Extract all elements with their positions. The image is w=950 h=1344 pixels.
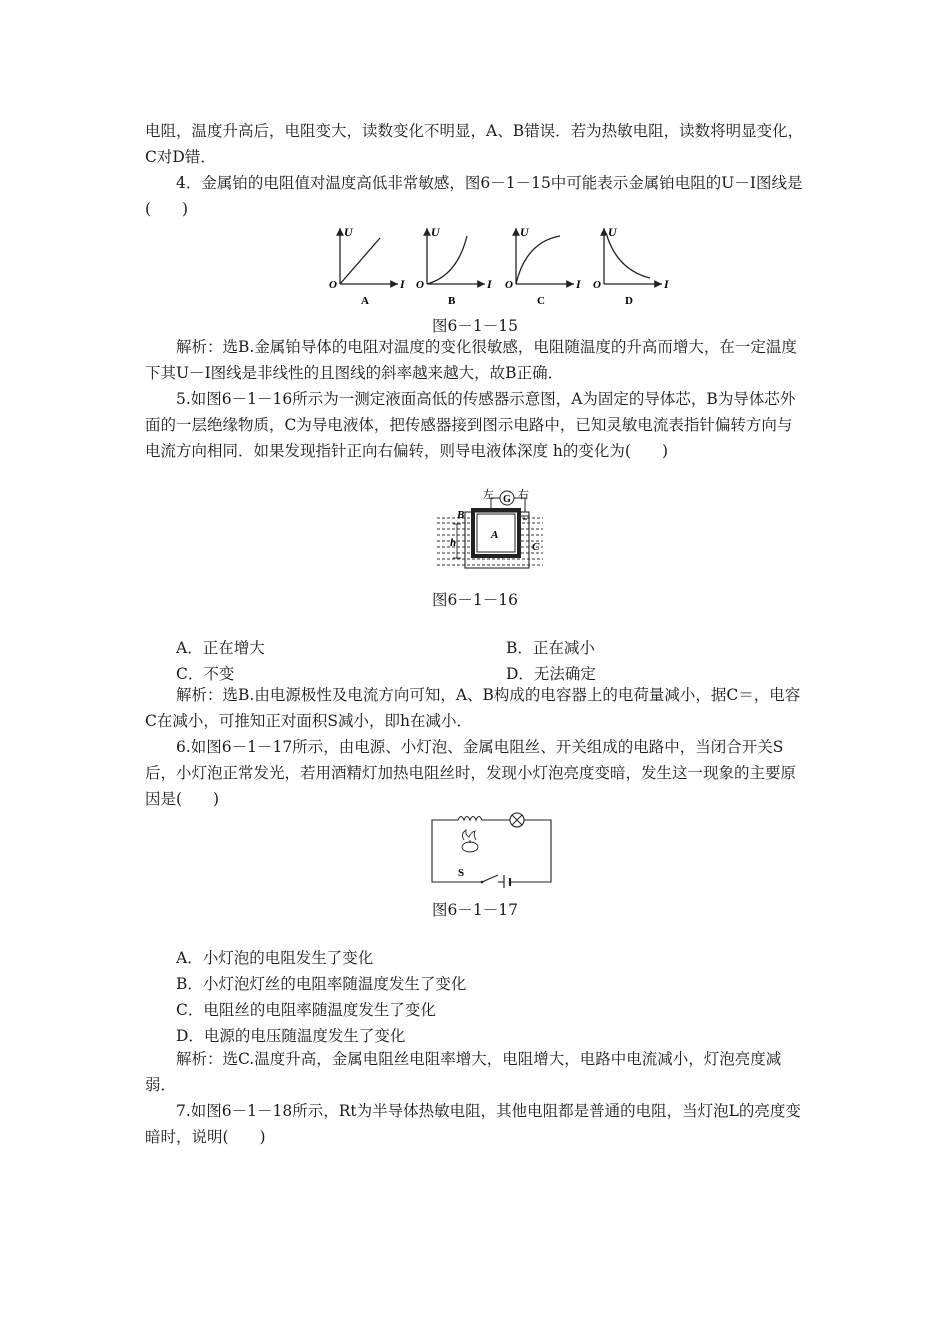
- panel-label-c: C: [537, 295, 545, 307]
- graph-b-curve: [427, 236, 467, 284]
- axis-i-label: I: [400, 277, 405, 291]
- question-6-stem: 6.如图6－1－17所示，由电源、小灯泡、金属电阻丝、开关组成的电路中，当闭合开关S后，小灯泡正常发光，若用酒精灯加热电阻丝时，发现小灯泡亮度变暗，发生这一现象的主要原因是( ): [145, 738, 797, 808]
- figure-6-1-15: [320, 222, 670, 310]
- axis-i-label: I: [576, 277, 581, 291]
- panel-label-b: B: [448, 295, 456, 307]
- question-6-analysis: 解析：选C.温度升高，金属电阻丝电阻率增大，电阻增大，电路中电流减小，灯泡亮度减弱．: [145, 1050, 782, 1094]
- alcohol-lamp-icon: [462, 830, 478, 852]
- panel-label-a: A: [361, 295, 369, 307]
- graph-a-line: [340, 238, 380, 284]
- galvanometer-label: G: [503, 494, 511, 505]
- question-6-option-b: B．小灯泡灯丝的电阻率随温度发生了变化: [176, 975, 467, 993]
- paragraph-continued: 电阻，温度升高后，电阻变大，读数变化不明显，A、B错误．若为热敏电阻，读数将明显变化，C对D错．: [145, 122, 804, 166]
- question-6-option-d: D．电源的电压随温度发生了变化: [176, 1027, 406, 1045]
- question-5-option-b: B．正在减小: [506, 639, 595, 657]
- label-h: h: [450, 537, 457, 549]
- axis-i-label: I: [664, 277, 669, 291]
- panel-label-d: D: [625, 295, 633, 307]
- origin-label: O: [505, 279, 513, 291]
- origin-label: O: [329, 279, 337, 291]
- switch-label: S: [458, 867, 465, 879]
- label-a: A: [491, 529, 499, 541]
- caption-6-1-16: 图6－1－16: [432, 591, 518, 609]
- question-5-option-a: A．正在增大: [176, 639, 265, 657]
- question-5-analysis: 解析：选B.由电源极性及电流方向可知，A、B构成的电容器上的电荷量减小，据C＝，电容C在减小，可推知正对面积S减小，即h在减小．: [145, 686, 801, 730]
- origin-label: O: [593, 279, 601, 291]
- question-7-stem: 7.如图6－1－18所示，Rt为半导体热敏电阻，其他电阻都是普通的电阻，当灯泡L的亮度变暗时，说明( ): [145, 1102, 801, 1146]
- axis-u-label: U: [608, 225, 617, 239]
- axis-u-label: U: [344, 225, 353, 239]
- axis-u-label: U: [431, 225, 440, 239]
- graph-c-curve: [516, 236, 560, 284]
- graph-d-curve: [607, 236, 650, 278]
- resistance-wire: [458, 817, 482, 821]
- axis-u-label: U: [520, 225, 529, 239]
- graph-a: [329, 225, 406, 307]
- label-c: C: [532, 541, 540, 553]
- switch-icon: [482, 875, 498, 882]
- question-5-option-d: D．无法确定: [506, 665, 596, 683]
- question-4-stem: 4．金属铂的电阻值对温度高低非常敏感，图6－1－15中可能表示金属铂电阻的U－I图线是( ): [145, 174, 803, 218]
- figure-6-1-16: [435, 488, 545, 572]
- question-4-analysis: 解析：选B.金属铂导体的电阻对温度的变化很敏感，电阻随温度的升高而增大，在一定温度下其U－I图线是非线性的且图线的斜率越来越大，故B正确．: [145, 338, 797, 382]
- question-5-stem: 5.如图6－1－16所示为一测定液面高低的传感器示意图，A为固定的导体芯，B为导体芯外面的一层绝缘物质，C为导电液体，把传感器接到图示电路中，已知灵敏电流表指针偏转方向与电流方向相同．如果发现指针正向右偏转，则导电液体深度 h的变化为( ): [145, 390, 796, 460]
- label-left: 左: [483, 489, 494, 501]
- question-5-option-c: C．不变: [176, 665, 235, 683]
- caption-6-1-15: 图6－1－15: [432, 317, 518, 335]
- question-6-option-c: C．电阻丝的电阻率随温度发生了变化: [176, 1001, 436, 1019]
- graph-b: [416, 225, 493, 307]
- question-6-option-a: A．小灯泡的电阻发生了变化: [176, 949, 374, 967]
- graph-d: [593, 225, 670, 307]
- label-right: 右: [518, 489, 529, 501]
- label-b: B: [457, 509, 465, 521]
- axis-i-label: I: [487, 277, 492, 291]
- caption-6-1-17: 图6－1－17: [432, 901, 518, 919]
- graph-c: [505, 225, 582, 307]
- origin-label: O: [416, 279, 424, 291]
- figure-6-1-17: [428, 812, 556, 888]
